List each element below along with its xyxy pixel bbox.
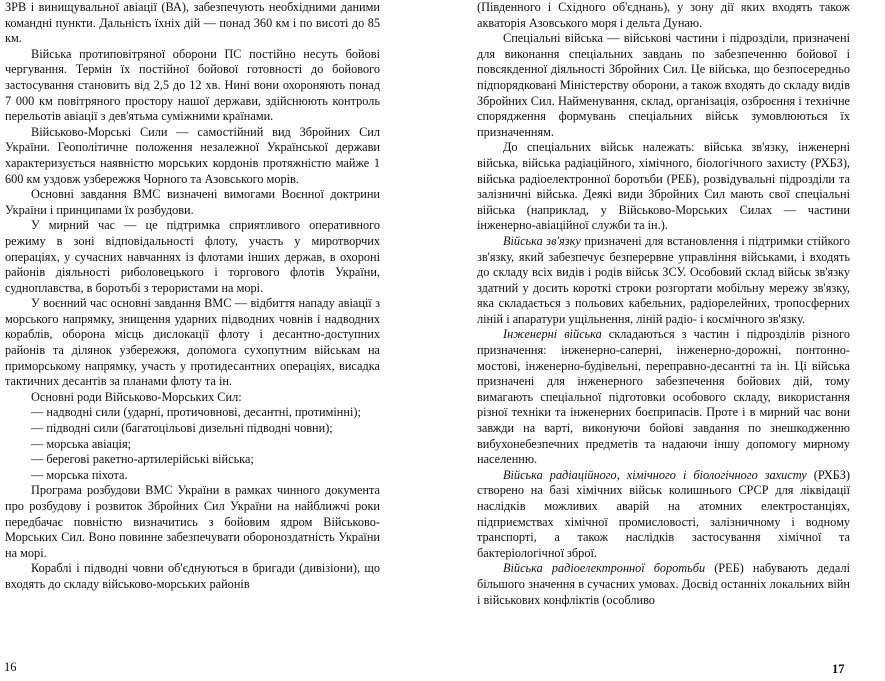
paragraph — [477, 234, 850, 328]
paragraph: Основні роди Військово-Морських Сил: — [31, 389, 242, 404]
paragraph — [477, 561, 850, 608]
paragraph-text: складаються з частин і підрозділів різного призначення: інженерно-саперні, інженерно-дорожні, понтонно-мостові, інженерно-будівельні, переправно-десантні та ін. Ці війська призначені для інженерного забезпечення бойових дій, тому вимагають спеціальної підготовки особового складу, використання різної техніки та інженерних боєприпасів. Проте і в мирний час вони завжди на варті, виконуючи бойові завдання по знешкодженню вибухонебезпечних предметів та надаючи іншу допомогу мирному населенню. — [477, 327, 850, 467]
list-item: — морська авіація; — [31, 436, 132, 451]
paragraph: Кораблі і підводні човни об'єднуються в бригади (дивізіони), що входять до складу військово-морських районів — [5, 561, 380, 591]
paragraph: Війська протиповітряної оборони ПС постійно несуть бойові чергування. Термін їх постійної бойової готовності до бойового застосування становить від 2,5 до 12 хв. Нині вони охороняють понад 7 000 км повітряного простору нашої держави, здійснюють контроль перельотів авіації з дев'ятьма суміжними країнами. — [5, 46, 380, 124]
list-item: — надводні сили (ударні, протичовнові, десантні, протимінні); — [31, 405, 361, 420]
paragraph: У мирний час — це підтримка сприятливого оперативного режиму в зоні відповідальності флоту, участь у миротворчих операціях, у сучасних навчаннях із флотами інших держав, в охороні районів діяльності риболовецького і торгового флотів України, судноплавства, в боротьбі з терористами на морі. — [5, 218, 380, 295]
paragraph: ЗРВ і винищувальної авіації (ВА), забезпечують необхідними даними командні пункти. Дальність їхніх дій — понад 360 км і по висоті до 85 км. — [5, 0, 380, 46]
paragraph: До спеціальних військ належать: війська зв'язку, інженерні війська, війська радіаційного, хімічного, біологічного захисту (РХБЗ), війська радіоелектронної боротьби (РЕБ), розвідувальні підрозділи та залізничні війська. Деякі види Збройних Сил мають свої спеціальні війська (наприклад, у Військово-Морських Силах — частини інженерно-авіаційної служби та ін.). — [477, 140, 850, 233]
paragraph — [477, 327, 850, 467]
paragraph-text: (РЕБ) набувають дедалі більшого значення в сучасних умовах. Досвід останніх локальних війн і військових конфліктів (особливо — [477, 561, 850, 607]
paragraph: Програма розбудови ВМС України в рамках чинного документа про розбудову і розвиток Збройних Сил України на найближчі роки передбачає повністю визначитись з бойовим ядром Військово-Морських Сил. Воно повинне забезпечувати обороноздатність України на морі. — [5, 483, 380, 560]
list-item: — берегові ракетно-артилерійські війська; — [31, 452, 254, 467]
paragraph: Військово-Морські Сили — самостійний вид Збройних Сил України. Геополітичне положення незалежної Української держави характеризується наявністю морських кордонів протяжністю майже 1 600 км уздовж узбережжя Чорного та Азовського морів. — [5, 124, 380, 186]
right-page — [477, 0, 850, 608]
paragraph-text: призначені для встановлення і підтримки стійкого зв'язку, який забезпечує безперервне управління військами, і входять до складу всіх видів і родів військ ЗСУ. Особовий склад військ зв'язку здатний у досить короткі строки розгортати мобільну мережу зв'язку, яка складається з польових кабельних, радіорелейних, тропосферних ліній і апаратури ущільнення, ліній радіо- і космічного зв'язку. — [477, 233, 850, 326]
term: Війська радіаційного, хімічного і біологічного захисту — [503, 467, 807, 482]
paragraph-text: (РХБЗ) створено на базі хімічних військ колишнього СРСР для ліквідації наслідків можливих аварій на атомних електростанціях, підприємствах хімічної промисловості, залізничному і водному транспорті, а також наслідків застосування хімічної та бактеріологічної зброї. — [477, 467, 850, 560]
list-item: — морська піхота. — [31, 467, 128, 482]
paragraph: (Південного і Східного об'єднань), у зону дії яких входять також акваторія Азовського моря і дельта Дунаю. — [477, 0, 850, 30]
list-item: — підводні сили (багатоцільові дизельні підводні човни); — [31, 421, 333, 436]
term: Інженерні війська — [503, 327, 602, 342]
paragraph: Основні завдання ВМС визначені вимогами Воєнної доктрини України і принципами їх розбудови. — [5, 187, 380, 217]
page-number-left: 16 — [4, 660, 17, 674]
page-number-right: 17 — [832, 662, 845, 676]
paragraph — [477, 468, 850, 562]
paragraph: Спеціальні війська — військові частини і підрозділи, призначені для виконання спеціальних завдань по забезпеченню бойової і повсякденної діяльності Збройних Сил. Це війська, що безпосередньо підпорядковані Міністерству оборони, а також входять до складу видів Збройних Сил. Найменування, склад, організація, озброєння і технічне спорядження формувань спеціальних військ зумовлюються їх призначенням. — [477, 31, 850, 139]
term: Війська зв'язку — [503, 233, 581, 248]
left-page — [5, 0, 380, 593]
term: Війська радіоелектронної боротьби — [503, 561, 706, 576]
paragraph: У воєнний час основні завдання ВМС — відбиття нападу авіації з морського напрямку, знищення ударних підводних човнів і надводних кораблів, оборона місць дислокації флоту і десантно-доступних районів та ділянок узбережжя, допомога сухопутним військам на приморському напрямку, участь у протидесантних операціях, висадка тактичних десантів за планами флоту та ін. — [5, 296, 380, 389]
